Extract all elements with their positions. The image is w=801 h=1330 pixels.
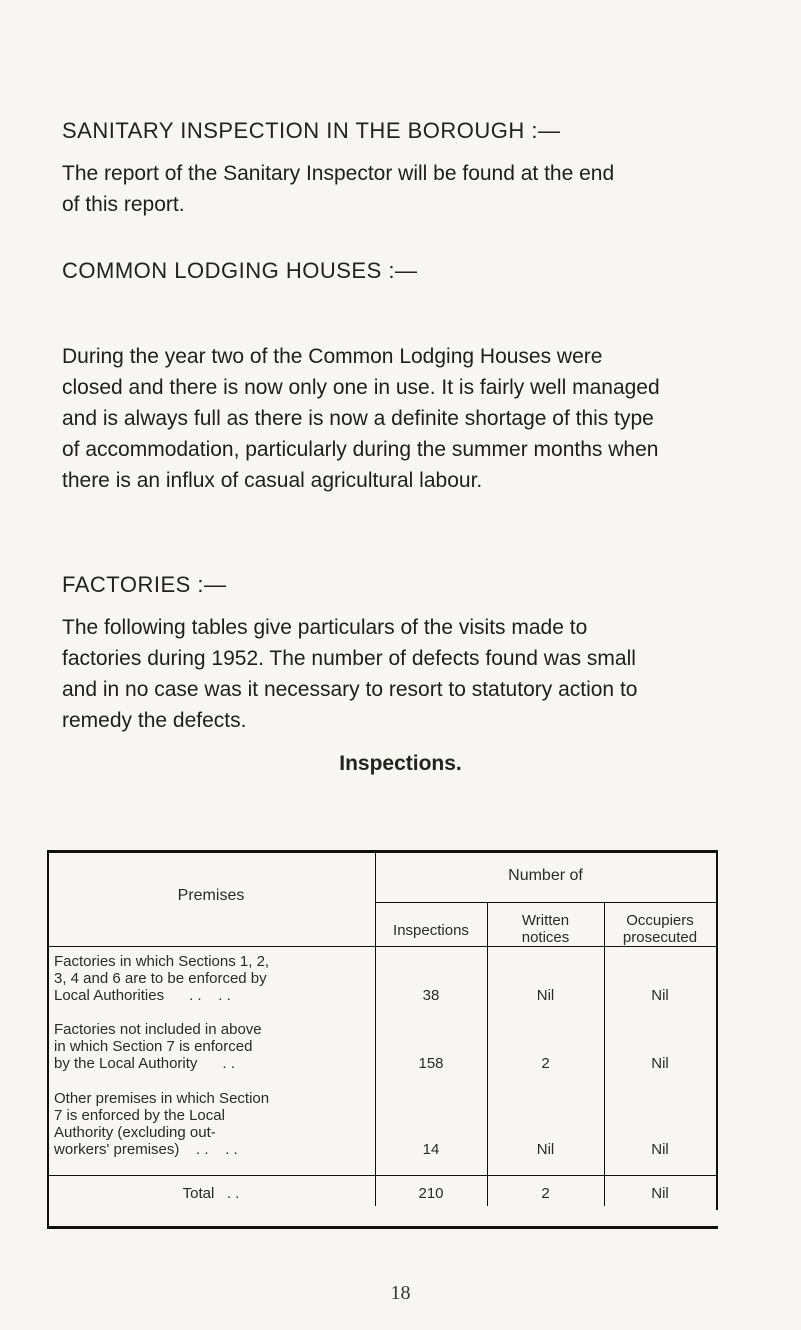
row-occupiers: Nil [651,987,669,1004]
total-top-rule [47,1175,718,1176]
row-premises-line: Authority (excluding out- [54,1124,216,1141]
row-written: 2 [541,1055,550,1072]
table-right-rule [716,850,718,1210]
row-premises-line: workers' premises) . . . . [54,1141,238,1158]
sanitary-line: The report of the Sanitary Inspector will be found at the end [62,162,615,185]
row-inspections: 158 [418,1055,444,1072]
row-occupiers: Nil [651,1141,669,1158]
row-inspections: 14 [422,1141,440,1158]
factories-heading: FACTORIES :— [62,572,227,597]
factories-line: remedy the defects. [62,709,247,732]
lodging-paragraph [62,341,722,496]
row-premises-line: Factories not included in above [54,1021,262,1038]
sanitary-heading: SANITARY INSPECTION IN THE BOROUGH :— [62,118,561,143]
header-inspections: Inspections [393,922,469,939]
row-premises-line: by the Local Authority . . [54,1055,235,1072]
lodging-line: During the year two of the Common Lodging Houses were [62,345,603,368]
header-written-line: Written [521,912,570,929]
table-left-rule [47,850,49,1229]
lodging-line: and is always full as there is now a definite shortage of this type [62,407,654,430]
header-occupiers-prosecuted [604,912,716,946]
factories-line: and in no case was it necessary to resort to statutory action to [62,678,638,701]
page-number: 18 [390,1282,411,1304]
header-occupiers-line: Occupiers [626,912,694,929]
lodging-line: of accommodation, particularly during the summer months when [62,438,659,461]
row-premises-line: Factories in which Sections 1, 2, [54,953,270,970]
row-premises-line: 7 is enforced by the Local [54,1107,225,1124]
lodging-heading: COMMON LODGING HOUSES :— [62,258,418,283]
row-inspections: 38 [422,987,440,1004]
header-written-notices [487,912,604,946]
header-bottom-rule [47,946,718,947]
row-premises-line: 3, 4 and 6 are to be enforced by [54,970,267,987]
row-premises [54,953,368,1004]
table-bottom-rule [47,1226,718,1229]
header-written-line: notices [521,929,570,946]
row-occupiers: Nil [651,1055,669,1072]
header-number-of: Number of [508,867,583,884]
row-premises-line: Other premises in which Section [54,1090,270,1107]
total-inspections: 210 [418,1185,444,1202]
row-premises-line: Local Authorities . . . . [54,987,231,1004]
total-label: Total . . [182,1185,240,1202]
row-written: Nil [536,1141,555,1158]
header-occupiers-line: prosecuted [622,929,698,946]
lodging-line: there is an influx of casual agricultural labour. [62,469,483,492]
group-header-rule [375,902,716,903]
table-caption: Inspections. [339,752,462,775]
factories-line: factories during 1952. The number of defects found was small [62,647,636,670]
lodging-line: closed and there is now only one in use. It is fairly well managed [62,376,660,399]
row-written: Nil [536,987,555,1004]
sanitary-paragraph [62,158,722,220]
header-premises: Premises [177,887,245,904]
table-top-rule [47,850,718,853]
total-occupiers: Nil [651,1185,669,1202]
row-premises [54,1021,368,1072]
factories-paragraph [62,612,722,736]
sanitary-line: of this report. [62,193,185,216]
inspections-table [47,850,718,1230]
row-premises [54,1090,368,1158]
row-premises-line: in which Section 7 is enforced [54,1038,253,1055]
total-written: 2 [541,1185,550,1202]
factories-line: The following tables give particulars of the visits made to [62,616,588,639]
